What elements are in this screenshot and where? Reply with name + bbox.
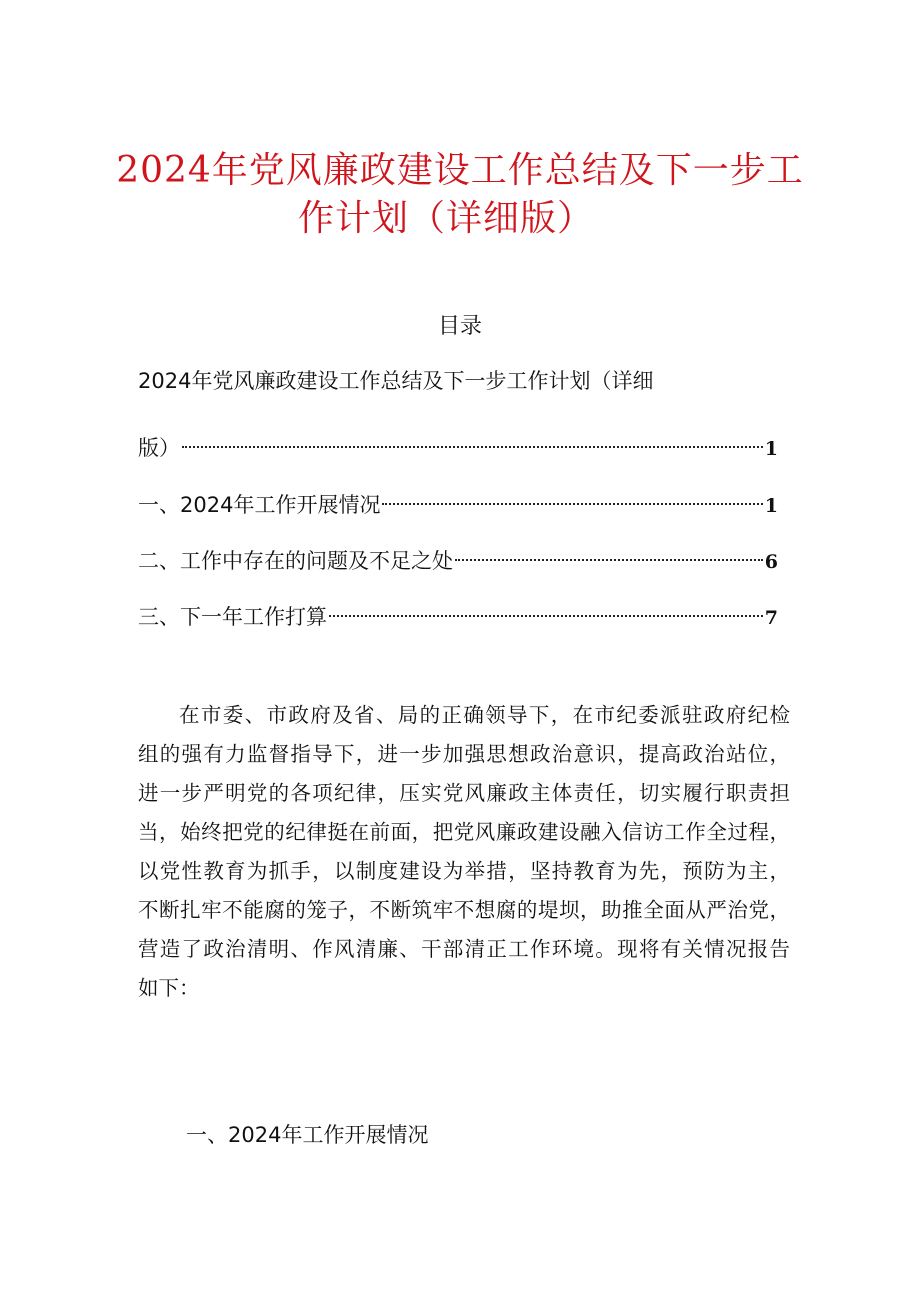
toc-entry-section-3[interactable]: [138, 594, 778, 629]
toc-entry-label: 二、工作中存在的问题及不足之处: [138, 549, 453, 573]
toc-entry-label: 一、2024年工作开展情况: [138, 493, 381, 517]
toc-entry-title[interactable]: [138, 425, 778, 460]
toc-entry-label: 三、下一年工作打算: [138, 605, 327, 629]
paragraph-line: 如下：: [138, 976, 200, 1000]
toc-page-number: 1: [764, 495, 778, 517]
toc-entry-label: 版）: [138, 436, 180, 460]
toc-page-number: 7: [764, 607, 778, 629]
paragraph-line: 当，始终把党的纪律挺在前面，把党风廉政建设融入信访工作全过程，: [138, 820, 790, 844]
section-heading: 一、2024年工作开展情况: [186, 1123, 429, 1147]
paragraph-line: 不断扎牢不能腐的笼子，不断筑牢不想腐的堤坝，助推全面从严治党，: [138, 898, 790, 922]
paragraph-line: 营造了政治清明、作风清廉、干部清正工作环境。现将有关情况报告: [138, 937, 790, 961]
paragraph-line: 以党性教育为抓手，以制度建设为举措，坚持教育为先，预防为主，: [138, 859, 790, 883]
toc-dot-leader: [182, 425, 763, 455]
intro-paragraph: [138, 696, 790, 1008]
paragraph-line: 在市委、市政府及省、局的正确领导下，在市纪委派驻政府纪检: [179, 703, 790, 727]
paragraph-line: 进一步严明党的各项纪律，压实党风廉政主体责任，切实履行职责担: [138, 781, 790, 805]
toc-page-number: 6: [764, 551, 778, 573]
toc-page-number: 1: [764, 438, 778, 460]
paragraph-line: 组的强有力监督指导下，进一步加强思想政治意识，提高政治站位，: [138, 742, 790, 766]
toc-dot-leader: [455, 538, 763, 568]
toc-dot-leader: [382, 482, 762, 512]
toc-dot-leader: [329, 594, 763, 624]
toc-entry-section-2[interactable]: [138, 538, 778, 573]
toc-entry-section-1[interactable]: [138, 482, 778, 517]
document-title-line-1: 2024年党风廉政建设工作总结及下一步工: [116, 150, 804, 191]
document-title-line-2: 作计划（详细版）: [297, 198, 594, 239]
toc-entry-title-line[interactable]: 2024年党风廉政建设工作总结及下一步工作计划（详细: [138, 369, 654, 393]
toc-heading: 目录: [437, 314, 482, 339]
